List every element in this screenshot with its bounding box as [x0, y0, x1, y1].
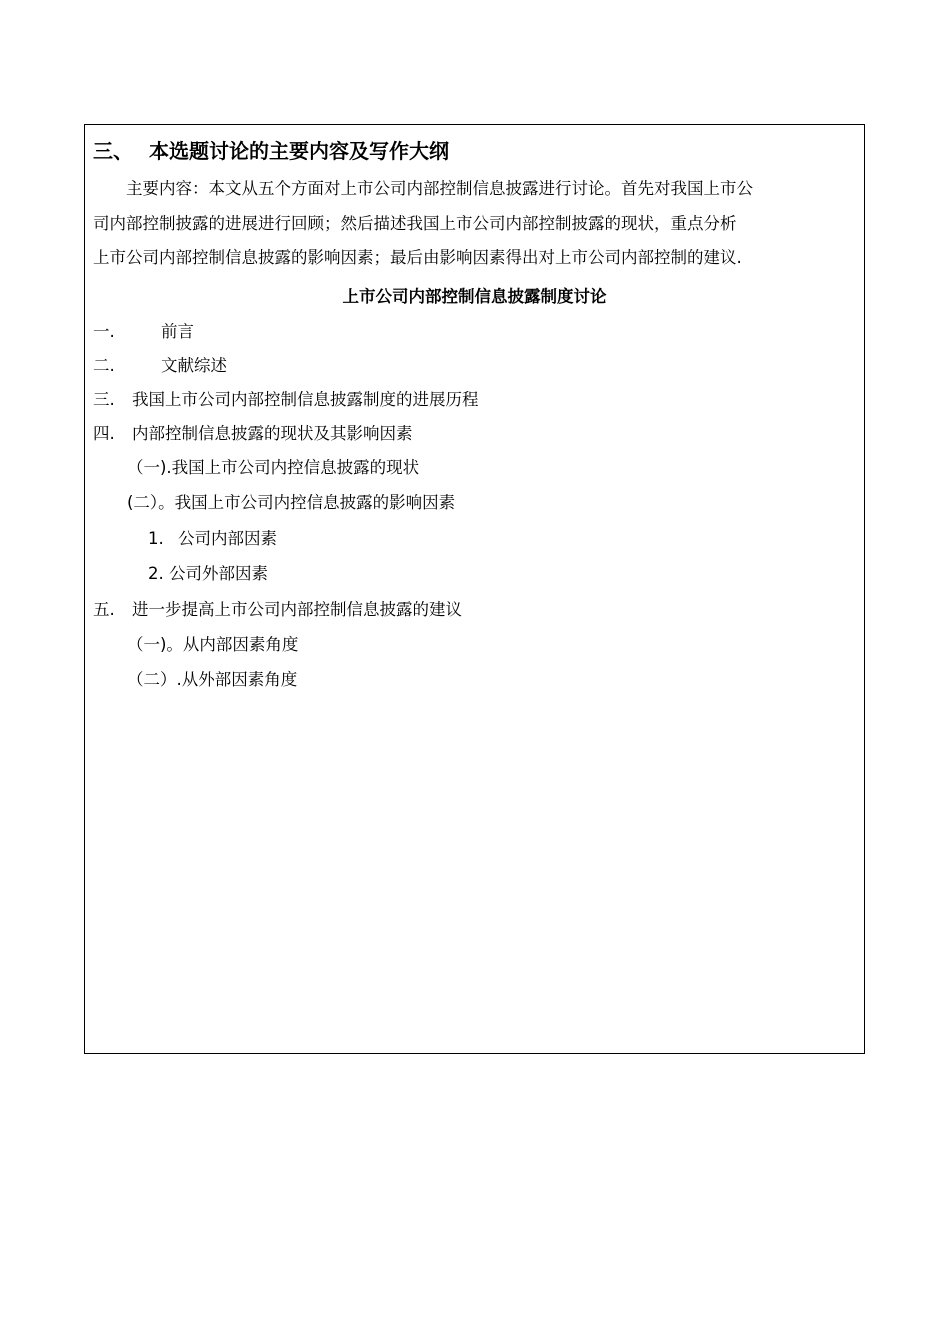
outline-text: 文献综述: [161, 356, 227, 375]
section-title: 本选题讨论的主要内容及写作大纲: [149, 139, 449, 163]
outline-number: 三.: [93, 390, 115, 409]
outline-text: （一)。从内部因素角度: [127, 635, 299, 654]
outline-subitem-4-2-1: [148, 527, 277, 551]
outline-title: 上市公司内部控制信息披露制度讨论: [342, 287, 607, 306]
outline-number: 一.: [93, 322, 115, 341]
outline-text: 2. 公司外部因素: [148, 564, 268, 583]
outline-number: 二.: [93, 356, 115, 375]
outline-text: 前言: [161, 322, 194, 341]
section-heading: [93, 137, 449, 165]
outline-subitem-4-1: [127, 456, 419, 480]
outline-item-3: [93, 388, 479, 412]
outline-item-1: [93, 320, 194, 344]
outline-item-5: [93, 598, 462, 622]
paragraph-line: 上市公司内部控制信息披露的影响因素；最后由影响因素得出对上市公司内部控制的建议.: [93, 248, 742, 267]
outline-number: 1.: [148, 529, 164, 548]
outline-text: （一).我国上市公司内控信息披露的现状: [127, 458, 420, 477]
outline-number: 五.: [93, 600, 115, 619]
outline-text: 我国上市公司内部控制信息披露制度的进展历程: [132, 390, 479, 409]
outline-text: 内部控制信息披露的现状及其影响因素: [132, 424, 413, 443]
outline-subitem-5-1: [127, 633, 298, 657]
outline-item-2: [93, 354, 227, 378]
paragraph-line: 主要内容：本文从五个方面对上市公司内部控制信息披露进行讨论。首先对我国上市公: [93, 179, 753, 198]
outline-text: 进一步提高上市公司内部控制信息披露的建议: [132, 600, 462, 619]
outline-subitem-4-2-2: [148, 562, 268, 586]
outline-text: (二）。我国上市公司内控信息披露的影响因素: [127, 493, 456, 512]
outline-text: 公司内部因素: [178, 529, 277, 548]
section-number: 三、: [93, 139, 133, 163]
outline-subitem-5-2: [127, 668, 297, 692]
main-content-paragraph: [93, 172, 859, 276]
outline-item-4: [93, 422, 413, 446]
paragraph-line: 司内部控制披露的进展进行回顾；然后描述我国上市公司内部控制披露的现状，重点分析: [93, 213, 737, 233]
outline-text: （二）.从外部因素角度: [127, 670, 298, 689]
outline-subitem-4-2: [127, 491, 455, 515]
outline-number: 四.: [93, 424, 115, 443]
